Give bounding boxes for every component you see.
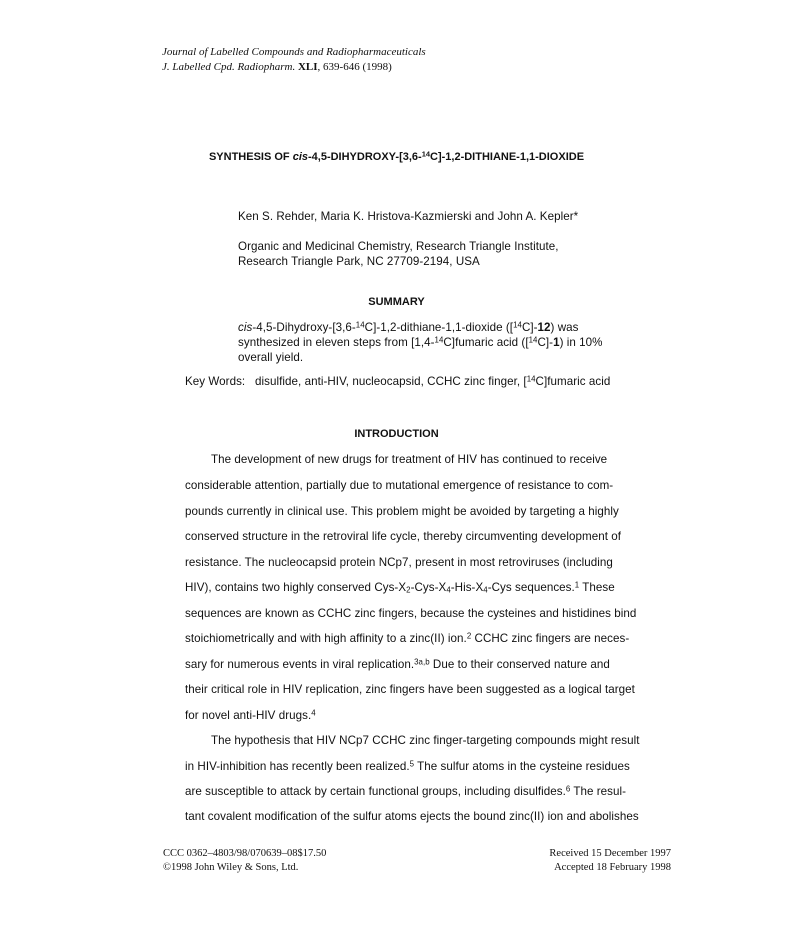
- title-isotope: 14: [421, 149, 431, 159]
- p1-l6-a: HIV), contains two highly conserved Cys-X: [185, 581, 407, 594]
- p1-l6-sub2: 4: [446, 585, 451, 595]
- citation-prefix: J. Labelled Cpd. Radiopharm.: [162, 61, 296, 73]
- footer-received: Received 15 December 1997: [549, 848, 671, 859]
- p1-l9-a: sary for numerous events in viral replication.: [185, 658, 415, 671]
- title-part2: C]-1,2-DITHIANE-1,1-DIOXIDE: [430, 151, 585, 163]
- p1-l8-a: stoichiometrically and with high affinity to a zinc(II) ion.: [185, 632, 467, 645]
- intro-p1-line-10: their critical role in HIV replication, zinc fingers have been suggested as a logical target: [185, 683, 635, 696]
- footer-copyright: ©1998 John Wiley & Sons, Ltd.: [163, 862, 299, 873]
- intro-p2-line-1: The hypothesis that HIV NCp7 CCHC zinc finger-targeting compounds might result: [211, 734, 640, 747]
- p2-l2-ref: 5: [409, 759, 415, 769]
- summary-l2-b: C]fumaric acid ([: [443, 336, 529, 349]
- p2-l3-ref: 6: [565, 784, 571, 794]
- p2-l3-b: The resul-: [570, 785, 627, 798]
- affiliation-line-1: Organic and Medicinal Chemistry, Research Triangle Institute,: [238, 240, 559, 253]
- intro-p1-line-9: [185, 658, 610, 671]
- p1-l6-e: These: [579, 581, 615, 594]
- intro-p1-line-2: considerable attention, partially due to mutational emergence of resistance to com-: [185, 479, 614, 492]
- keywords-sup: 14: [526, 374, 536, 384]
- p1-l9-ref: 3a,b: [414, 657, 430, 667]
- intro-p1-line-8: [185, 632, 629, 645]
- summary-l2-a: synthesized in eleven steps from [1,4-: [238, 336, 435, 349]
- keywords-text-a: disulfide, anti-HIV, nucleocapsid, CCHC zinc finger, [: [255, 375, 527, 388]
- citation-pages: , 639-646 (1998): [317, 61, 392, 73]
- intro-p1-line-4: conserved structure in the retroviral life cycle, thereby circumventing development of: [185, 530, 622, 543]
- intro-p2-line-3: [185, 785, 626, 798]
- summary-l1-d: ) was: [550, 321, 579, 334]
- keywords: [185, 375, 610, 388]
- title-part1: -4,5-DIHYDROXY-[3,6-: [308, 151, 422, 163]
- intro-p2-line-4: tant covalent modification of the sulfur atoms ejects the bound zinc(II) ion and abolishes: [185, 810, 639, 823]
- p1-l6-ref: 1: [574, 580, 580, 590]
- summary-compound-12: 12: [537, 321, 551, 334]
- intro-p1-line-5: resistance. The nucleocapsid protein NCp7, present in most retroviruses (including: [185, 556, 613, 569]
- summary-l2-d: ) in 10%: [559, 336, 603, 349]
- p2-l2-a: in HIV-inhibition has recently been realized.: [185, 760, 410, 773]
- p1-l6-b: -Cys-X: [410, 581, 447, 594]
- paper-title: [0, 151, 793, 163]
- summary-l1-sup1: 14: [355, 320, 365, 330]
- journal-name: Journal of Labelled Compounds and Radiopharmaceuticals: [162, 46, 426, 58]
- introduction-heading: INTRODUCTION: [354, 428, 439, 440]
- intro-p1-line-6: [185, 581, 615, 594]
- intro-p2-line-2: [185, 760, 630, 773]
- p1-l9-b: Due to their conserved nature and: [429, 658, 610, 671]
- summary-l1-b: C]-1,2-dithiane-1,1-dioxide ([: [364, 321, 514, 334]
- intro-p1-line-3: pounds currently in clinical use. This problem might be avoided by targeting a highly: [185, 505, 619, 518]
- summary-heading: SUMMARY: [368, 296, 425, 308]
- footer-accepted: Accepted 18 February 1998: [554, 862, 671, 873]
- summary-l1-a: -4,5-Dihydroxy-[3,6-: [252, 321, 356, 334]
- intro-p1-line-1: The development of new drugs for treatment of HIV has continued to receive: [211, 453, 608, 466]
- p2-l2-b: The sulfur atoms in the cysteine residues: [414, 760, 630, 773]
- p1-l11-ref: 4: [311, 708, 316, 718]
- p1-l8-ref: 2: [466, 631, 472, 641]
- authors: Ken S. Rehder, Maria K. Hristova-Kazmierski and John A. Kepler*: [238, 210, 579, 223]
- summary-l1-sup2: 14: [513, 320, 522, 330]
- title-cis: cis: [292, 151, 308, 163]
- p1-l6-c: -His-X: [450, 581, 484, 594]
- summary-line-1: [238, 321, 579, 334]
- summary-l2-sup1: 14: [434, 335, 444, 345]
- summary-cis: cis: [238, 321, 253, 334]
- title-prefix: SYNTHESIS OF: [208, 151, 293, 163]
- intro-p1-line-7: sequences are known as CCHC zinc fingers, because the cysteines and histidines bind: [185, 607, 637, 620]
- intro-p1-line-11: [185, 709, 316, 722]
- p1-l8-b: CCHC zinc fingers are neces-: [471, 632, 630, 645]
- summary-l2-c: C]-: [537, 336, 554, 349]
- keywords-label: Key Words:: [185, 375, 246, 388]
- affiliation-line-2: Research Triangle Park, NC 27709-2194, USA: [238, 255, 480, 268]
- summary-line-2: [238, 336, 603, 349]
- citation-volume: XLI: [297, 61, 318, 73]
- p1-l11-a: for novel anti-HIV drugs.: [185, 709, 312, 722]
- p1-l6-d: -Cys sequences.: [487, 581, 575, 594]
- summary-l1-c: C]-: [521, 321, 538, 334]
- p1-l6-sub1: 2: [406, 585, 411, 595]
- p2-l3-a: are susceptible to attack by certain functional groups, including disulfides.: [185, 785, 566, 798]
- keywords-text-b: C]fumaric acid: [535, 375, 611, 388]
- summary-l2-sup2: 14: [528, 335, 538, 345]
- summary-line-3: overall yield.: [238, 351, 304, 364]
- p1-l6-sub3: 4: [483, 585, 488, 595]
- footer-ccc: CCC 0362–4803/98/070639–08$17.50: [163, 848, 327, 859]
- journal-citation: [162, 61, 392, 74]
- summary-compound-1: 1: [553, 336, 560, 349]
